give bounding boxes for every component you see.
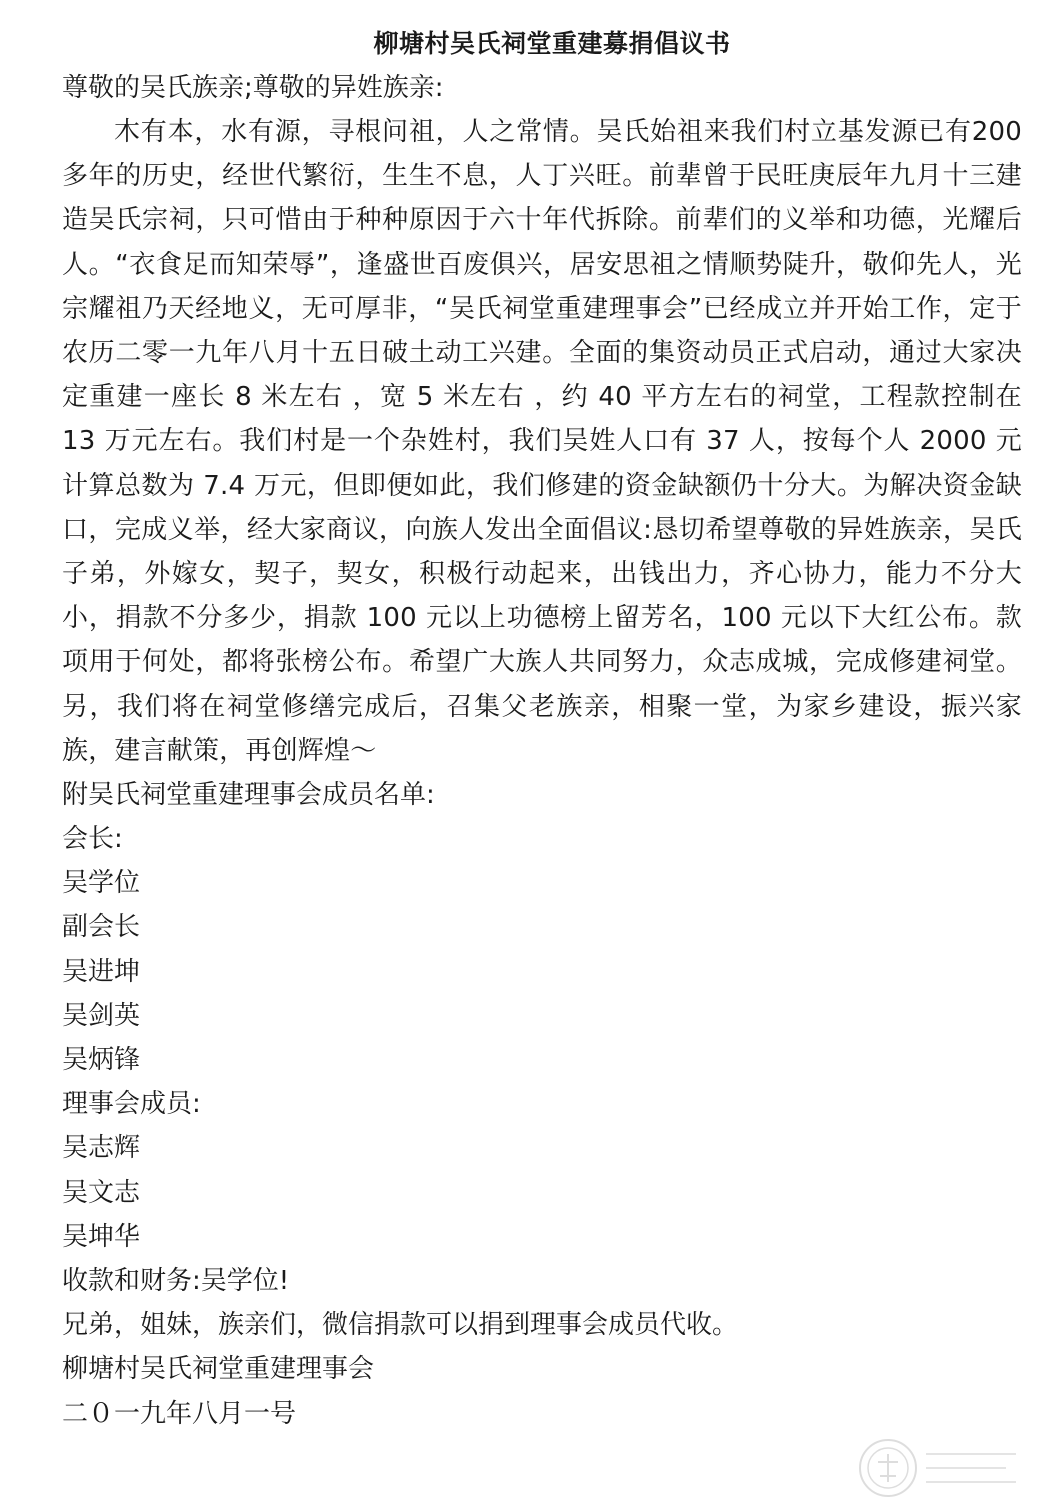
list-item: 收款和财务:吴学位! (62, 1266, 290, 1297)
list-item: 兄弟，姐妹，族亲们，微信捐款可以捐到理事会成员代收。 (62, 1310, 739, 1341)
roster-heading: 附吴氏祠堂重建理事会成员名单: (62, 780, 435, 811)
list-item: 理事会成员: (62, 1089, 201, 1120)
list-item: 吴剑英 (62, 1000, 141, 1031)
list-item: 吴进坤 (62, 956, 141, 987)
list-item: 二０一九年八月一号 (62, 1398, 297, 1429)
roster-list (62, 817, 1022, 1436)
document-title: 柳塘村吴氏祠堂重建募捐倡议书 (373, 29, 731, 58)
list-item: 吴炳锋 (62, 1045, 141, 1076)
seal-graphic (856, 1432, 1026, 1502)
list-item: 吴学位 (62, 868, 141, 899)
list-item: 副会长 (62, 912, 141, 943)
body-paragraph: 木有本，水有源，寻根问祖，人之常情。吴氏始祖来我们村立基发源已有200 多年的历史，经世代繁衍，生生不息，人丁兴旺。前辈曾于民旺庚辰年九月十三建造吴氏宗祠，只可惜由于种种原因于六十年代拆除。前辈们的义举和功德，光耀后人。“衣食足而知荣辱”，逢盛世百废俱兴，居安思祖之情顺势陡升，敬仰先人，光宗耀祖乃天经地义，无可厚非，“吴氏祠堂重建理事会”已经成立并开始工作，定于农历二零一九年八月十五日破土动工兴建。全面的集资动员正式启动，通过大家决定重建一座长 8 米左右 ，宽 5 米左右 ，约 40 平方左右的祠堂，工程款控制在 13 万元左右。我们村是一个杂姓村，我们吴姓人口有 37 人，按每个人 2000 元计算总数为 7.4 万元，但即便如此，我们修建的资金缺额仍十分大。为解决资金缺口，完成义举，经大家商议，向族人发出全面倡议:恳切希望尊敬的异姓族亲，吴氏子弟，外嫁女，契子，契女，积极行动起来，出钱出力，齐心协力，能力不分大小，捐款不分多少，捐款 100 元以上功德榜上留芳名，100 元以下大红公布。款项用于何处，都将张榜公布。希望广大族人共同努力，众志成城，完成修建祠堂。另，我们将在祠堂修缮完成后，召集父老族亲，相聚一堂，为家乡建设，振兴家族，建言献策，再创辉煌～ (62, 117, 1022, 766)
list-item: 会长: (62, 824, 123, 855)
list-item: 吴文志 (62, 1177, 141, 1208)
list-item: 吴志辉 (62, 1133, 141, 1164)
watermark-seal (856, 1432, 1026, 1502)
greeting: 尊敬的吴氏族亲;尊敬的异姓族亲: (62, 73, 444, 103)
list-item: 柳塘村吴氏祠堂重建理事会 (62, 1354, 375, 1385)
list-item: 吴坤华 (62, 1221, 141, 1252)
